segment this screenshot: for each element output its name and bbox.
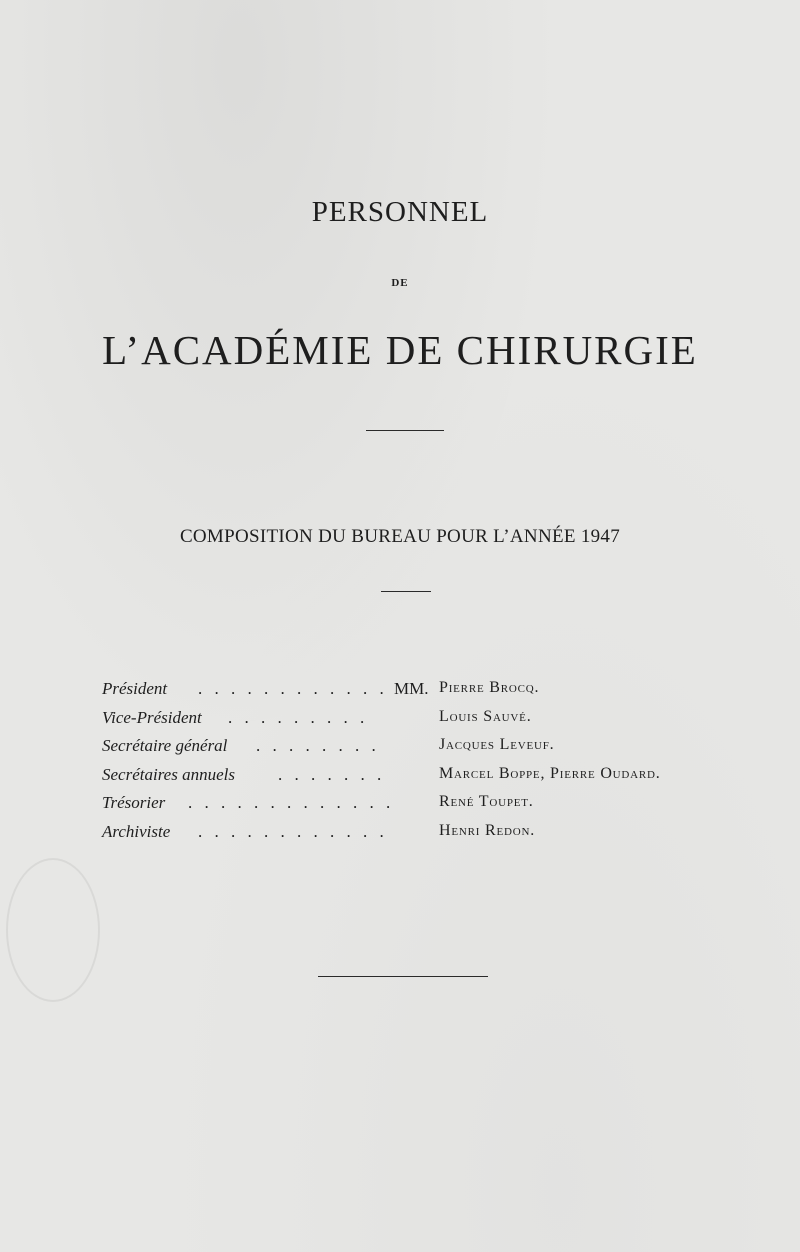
roster-row-treasurer <box>102 793 742 822</box>
roster-row-vice-president <box>102 708 742 737</box>
faded-library-stamp <box>6 858 100 1002</box>
leader-dots: . . . . . . . . . . . . . <box>188 793 395 813</box>
institution-title: L’ACADÉMIE DE CHIRURGIE <box>102 327 698 373</box>
leader-dots: . . . . . . . . . <box>228 707 369 727</box>
page-title: PERSONNEL <box>311 196 489 228</box>
member-name: Louis Sauvé. <box>439 707 532 725</box>
member-name: Pierre Brocq. <box>439 679 540 696</box>
leader-dots: . . . . . . . . . . . . <box>198 679 388 698</box>
member-name: Henri Redon. <box>439 821 536 839</box>
member-name: René Toupet. <box>439 793 534 811</box>
bureau-roster <box>102 679 742 851</box>
divider-rule <box>366 430 444 431</box>
role-label: Président <box>102 679 168 698</box>
title-connector: DE <box>391 277 409 289</box>
roster-row-secretary-general <box>102 736 742 765</box>
member-name: Marcel Boppe, Pierre Oudard. <box>439 764 661 782</box>
leader-dots: . . . . . . . <box>278 764 386 784</box>
role-label: Secrétaires annuels <box>102 764 235 784</box>
honorific-prefix: MM. <box>394 679 429 698</box>
roster-row-archivist <box>102 822 742 851</box>
member-name: Jacques Leveuf. <box>439 736 555 754</box>
role-label: Trésorier <box>102 793 166 813</box>
roster-row-annual-secretaries <box>102 765 742 794</box>
role-label: Secrétaire général <box>102 736 228 756</box>
role-label: Archiviste <box>102 821 171 841</box>
leader-dots: . . . . . . . . <box>256 736 380 756</box>
closing-rule <box>318 976 488 977</box>
section-heading: COMPOSITION DU BUREAU POUR L’ANNÉE 1947 <box>179 526 621 547</box>
divider-rule <box>381 591 431 592</box>
roster-row-president <box>102 679 742 708</box>
leader-dots: . . . . . . . . . . . . <box>198 821 388 841</box>
role-label: Vice-Président <box>102 707 202 727</box>
